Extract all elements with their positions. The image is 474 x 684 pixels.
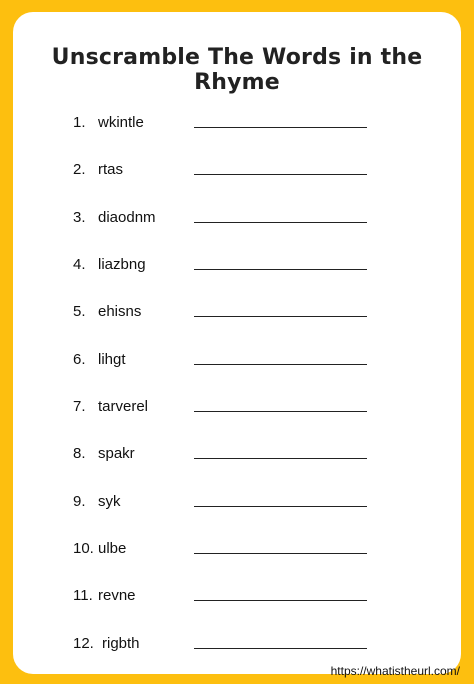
list-item xyxy=(73,584,383,608)
item-number: 10. xyxy=(73,540,94,557)
scrambled-word: syk xyxy=(98,493,121,510)
item-number: 2. xyxy=(73,161,86,178)
scrambled-word: diaodnm xyxy=(98,209,156,226)
scrambled-word: revne xyxy=(98,587,136,604)
scrambled-word: rtas xyxy=(98,161,124,178)
item-number: 12. xyxy=(73,635,94,652)
answer-line xyxy=(194,269,367,270)
list-item xyxy=(73,111,383,135)
item-number: 8. xyxy=(73,445,86,462)
list-item xyxy=(73,490,383,514)
answer-line xyxy=(194,553,367,554)
answer-line xyxy=(194,600,367,601)
scrambled-word: liazbng xyxy=(98,256,146,273)
list-item xyxy=(73,632,383,656)
scrambled-word: lihgt xyxy=(98,351,126,368)
answer-line xyxy=(194,648,367,649)
item-number: 5. xyxy=(73,303,86,320)
list-item xyxy=(73,158,383,182)
answer-line xyxy=(194,316,367,317)
answer-line xyxy=(194,127,367,128)
item-number: 9. xyxy=(73,493,86,510)
answer-line xyxy=(194,174,367,175)
answer-line xyxy=(194,222,367,223)
list-item xyxy=(73,348,383,372)
answer-line xyxy=(194,458,367,459)
list-item xyxy=(73,206,383,230)
scrambled-word: tarverel xyxy=(98,398,149,415)
answer-line xyxy=(194,411,367,412)
source-url[interactable]: https://whatistheurl.com/ xyxy=(330,664,460,678)
item-number: 7. xyxy=(73,398,86,415)
item-number: 1. xyxy=(73,114,86,131)
worksheet-title: Unscramble The Words in the Rhyme xyxy=(51,45,423,95)
scrambled-word: ehisns xyxy=(98,303,142,320)
item-number: 4. xyxy=(73,256,86,273)
scrambled-word: wkintle xyxy=(98,114,144,131)
list-item xyxy=(73,300,383,324)
item-number: 11. xyxy=(73,587,93,604)
scrambled-word: spakr xyxy=(98,445,135,462)
worksheet-page xyxy=(13,12,461,674)
scrambled-word: rigbth xyxy=(102,635,140,652)
item-number: 6. xyxy=(73,351,86,368)
answer-line xyxy=(194,506,367,507)
item-number: 3. xyxy=(73,209,86,226)
answer-line xyxy=(194,364,367,365)
scrambled-word: ulbe xyxy=(98,540,127,557)
list-item xyxy=(73,253,383,277)
list-item xyxy=(73,395,383,419)
list-item xyxy=(73,442,383,466)
list-item xyxy=(73,537,383,561)
